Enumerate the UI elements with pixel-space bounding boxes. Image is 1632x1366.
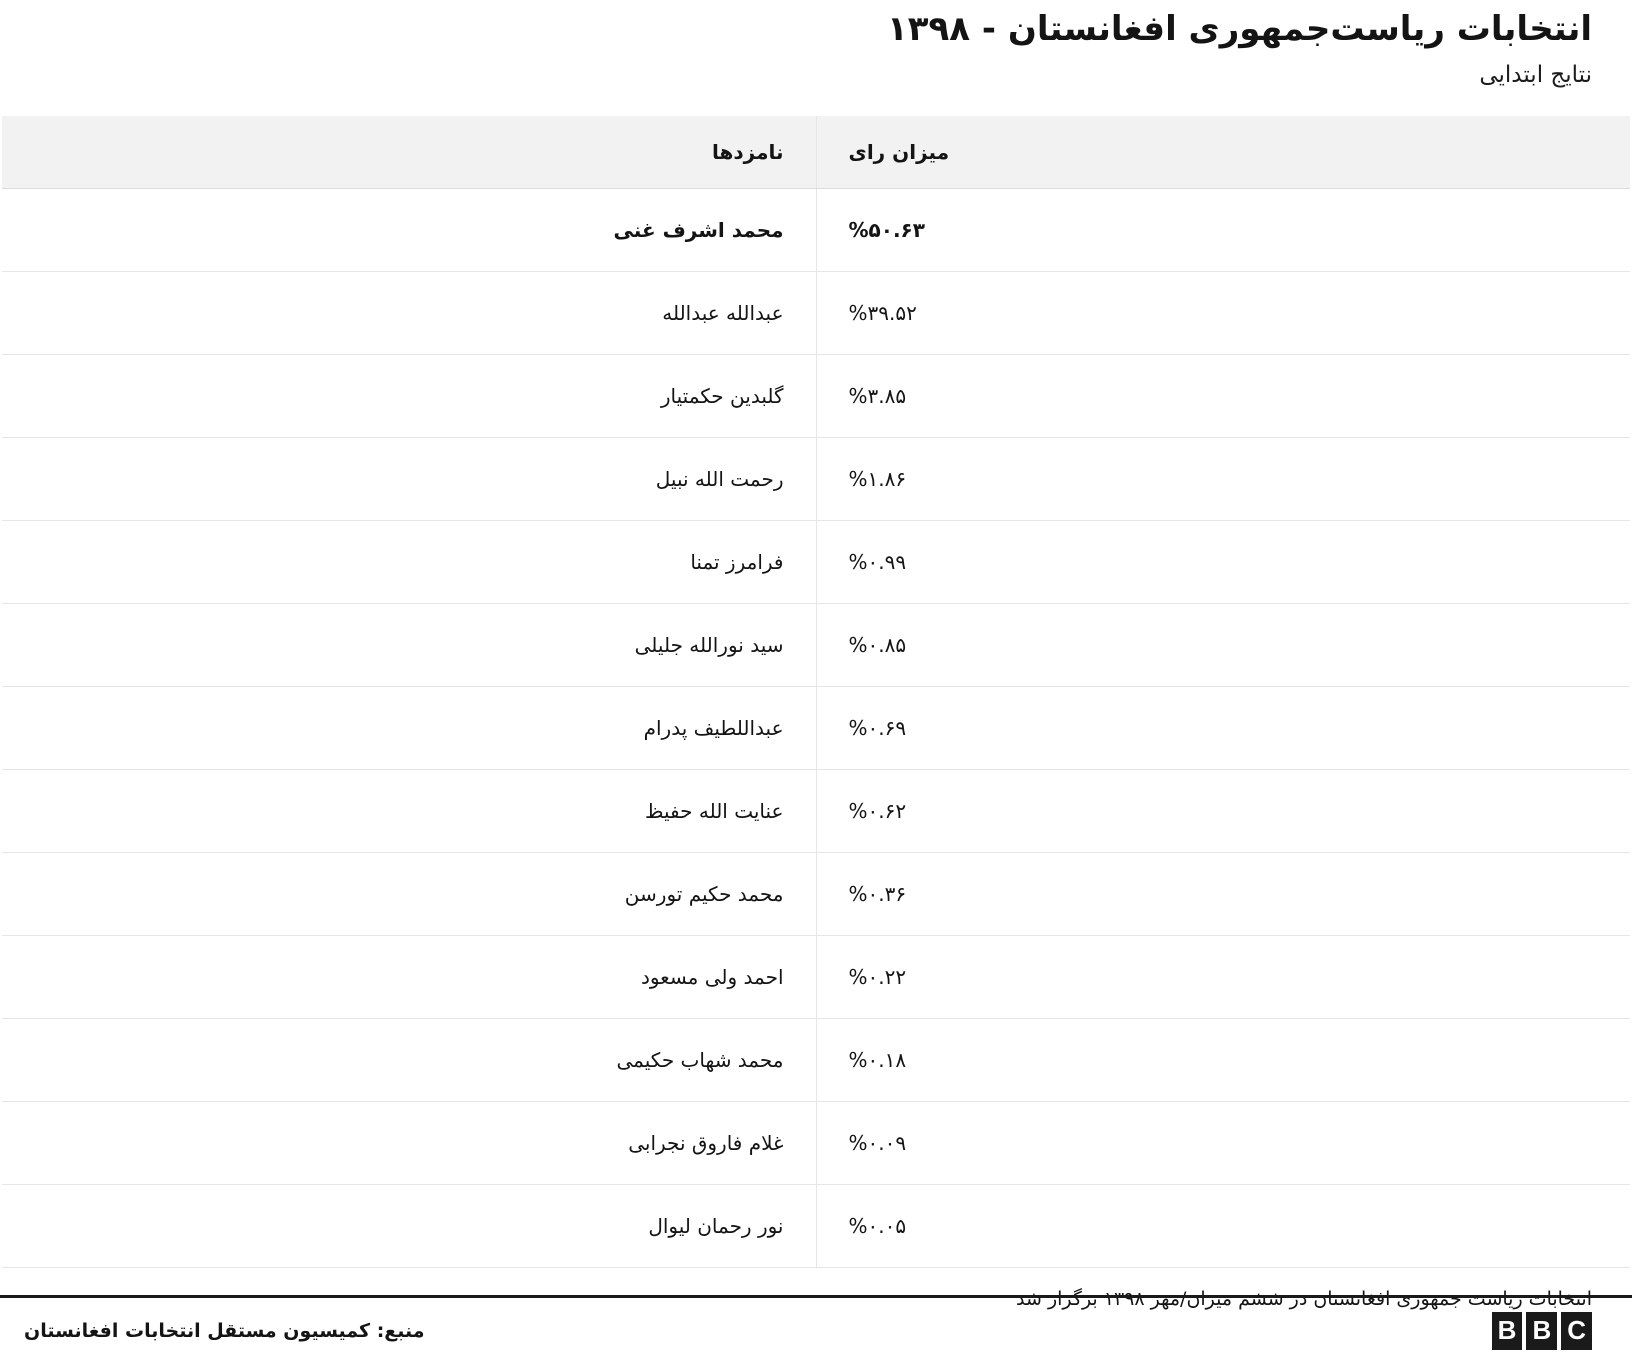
table-body [2,189,1630,1268]
cell-candidate: عبداللطیف پدرام [2,687,816,770]
cell-candidate: رحمت الله نبیل [2,438,816,521]
cell-votes: %۰.۳۶ [816,853,1630,936]
table-row [2,604,1630,687]
cell-votes: %۰.۶۹ [816,687,1630,770]
table-row [2,1019,1630,1102]
column-header-candidate: نامزدها [2,116,816,189]
cell-candidate: عبدالله عبدالله [2,272,816,355]
table-header-row [2,116,1630,189]
cell-candidate: محمد حکیم تورسن [2,853,816,936]
election-results-table [2,116,1630,1268]
cell-votes: %۰.۱۸ [816,1019,1630,1102]
page-title: انتخابات ریاست‌جمهوری افغانستان - ۱۳۹۸ [887,9,1592,49]
cell-candidate: عنایت الله حفیظ [2,770,816,853]
page-subtitle: نتایج ابتدایی [1479,61,1592,88]
cell-votes: %۰.۸۵ [816,604,1630,687]
cell-votes: %۳۹.۵۲ [816,272,1630,355]
cell-candidate: گلبدین حکمتیار [2,355,816,438]
bbc-logo-letter-b1: B [1492,1312,1523,1350]
cell-votes: %۰.۲۲ [816,936,1630,1019]
cell-candidate: سید نورالله جلیلی [2,604,816,687]
cell-candidate: غلام فاروق نجرابی [2,1102,816,1185]
table-row [2,687,1630,770]
cell-votes: %۰.۰۹ [816,1102,1630,1185]
table-row [2,853,1630,936]
cell-votes: %۱.۸۶ [816,438,1630,521]
table-header [2,116,1630,189]
cell-votes: %۰.۰۵ [816,1185,1630,1268]
table-row [2,936,1630,1019]
table-row [2,355,1630,438]
footnote: انتخابات ریاست جمهوری افغانستان در ششم میزان/مهر ۱۳۹۸ برگزار شد [1016,1288,1592,1311]
cell-votes: %۳.۸۵ [816,355,1630,438]
cell-votes: %۰.۹۹ [816,521,1630,604]
cell-candidate: فرامرز تمنا [2,521,816,604]
table-row [2,189,1630,272]
bbc-logo [1492,1312,1592,1350]
bbc-logo-letter-c: C [1561,1312,1592,1350]
cell-candidate: محمد اشرف غنی [2,189,816,272]
cell-candidate: نور رحمان لیوال [2,1185,816,1268]
source-text: منبع: کمیسیون مستقل انتخابات افغانستان [24,1320,425,1342]
table-row [2,770,1630,853]
table-row [2,1185,1630,1268]
header [0,0,1632,90]
cell-candidate: محمد شهاب حکیمی [2,1019,816,1102]
table-row [2,1102,1630,1185]
footer [0,1295,1632,1366]
cell-votes: %۵۰.۶۳ [816,189,1630,272]
column-header-votes: میزان رای [816,116,1630,189]
table-row [2,272,1630,355]
table-row [2,521,1630,604]
bbc-logo-letter-b2: B [1526,1312,1557,1350]
cell-candidate: احمد ولی مسعود [2,936,816,1019]
table-row [2,438,1630,521]
cell-votes: %۰.۶۲ [816,770,1630,853]
